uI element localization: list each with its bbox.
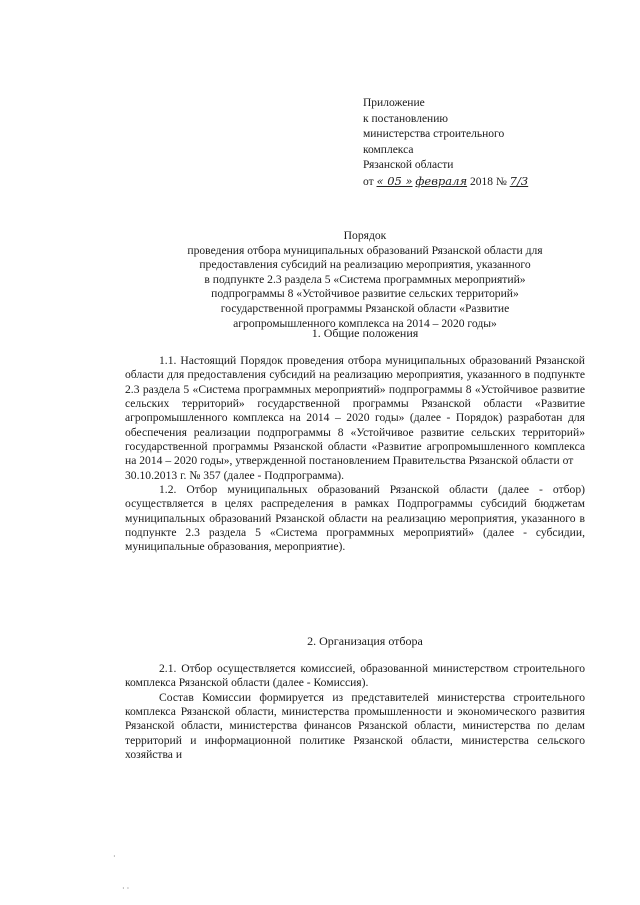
paragraph-2-2: Состав Комиссии формируется из представителей министерства строительного комплекса Рязанской области, министерства промышленности и экономического развития Рязанской области, министерства финансов Рязанской области, министерства по делам территорий и информационной политике Рязанской области, министерства сельского хозяйства и	[125, 690, 585, 762]
title-line: в подпункте 2.3 раздела 5 «Система программных мероприятий»	[204, 272, 526, 286]
title-line: предоставления субсидий на реализацию мероприятия, указанного	[199, 258, 531, 272]
title-line: проведения отбора муниципальных образований Рязанской области для	[187, 243, 543, 257]
paragraph-1-1: 1.1. Настоящий Порядок проведения отбора муниципальных образований Рязанской области для предоставления субсидий на реализацию мероприятия, указанного в подпункте 2.3 раздела 5 «Система программных мероприятий» подпрограммы 8 «Устойчивое развитие сельских территорий» государственной программы Рязанской области «Развитие агропромышленного комплекса на 2014 – 2020 годы» (далее - Порядок) разработан для обеспечения реализации подпрограммы 8 «Устойчивое развитие сельских территорий» государственной программы Рязанской области «Развитие агропромышленного комплекса на 2014 – 2020 годы», утвержденной постановлением Правительства Рязанской области от	[125, 354, 585, 468]
annex-line-3: министерства строительного	[363, 128, 505, 140]
section-1-body	[125, 354, 585, 555]
section-2-heading: 2. Организация отбора	[307, 634, 423, 648]
annex-line-4: комплекса	[363, 143, 414, 156]
title-line: подпрограммы 8 «Устойчивое развитие сельских территорий»	[211, 287, 519, 301]
annex-date-year: 2018 №	[469, 175, 507, 188]
annex-line-1: Приложение	[363, 97, 425, 109]
annex-block	[363, 96, 593, 190]
annex-line-5: Рязанской области	[363, 159, 454, 171]
annex-date-prefix: от	[363, 175, 374, 188]
title-line: государственной программы Рязанской области «Развитие	[220, 301, 510, 315]
margin-mark: ·	[113, 852, 116, 861]
annex-date-number: 7/3	[509, 173, 529, 188]
paragraph-2-1: 2.1. Отбор осуществляется комиссией, образованной министерством строительного комплекса Рязанской области (далее - Комиссия).	[125, 662, 585, 690]
annex-date-line	[363, 174, 593, 191]
paragraph-1-1-end: 30.10.2013 г. № 357 (далее - Подпрограмма).	[125, 468, 345, 482]
annex-line-2: к постановлению	[363, 112, 448, 125]
title-heading: Порядок	[343, 229, 387, 242]
margin-mark: · ·	[122, 884, 130, 893]
document-title	[140, 229, 590, 331]
section-2-body	[125, 662, 585, 762]
annex-date-day: « 05 »	[376, 173, 413, 188]
title-line: агропромышленного комплекса на 2014 – 2020 годы»	[233, 316, 497, 330]
annex-date-month: февраля	[415, 173, 468, 188]
paragraph-1-2: 1.2. Отбор муниципальных образований Рязанской области (далее - отбор) осуществляется в целях распределения в рамках Подпрограммы субсидий бюджетам муниципальных образований Рязанской области на реализацию мероприятия, указанного в подпункте 2.3 раздела 5 «Система программных мероприятий» (далее - субсидии, муниципальные образования, мероприятие).	[125, 483, 585, 554]
section-1-heading: 1. Общие положения	[311, 326, 419, 340]
